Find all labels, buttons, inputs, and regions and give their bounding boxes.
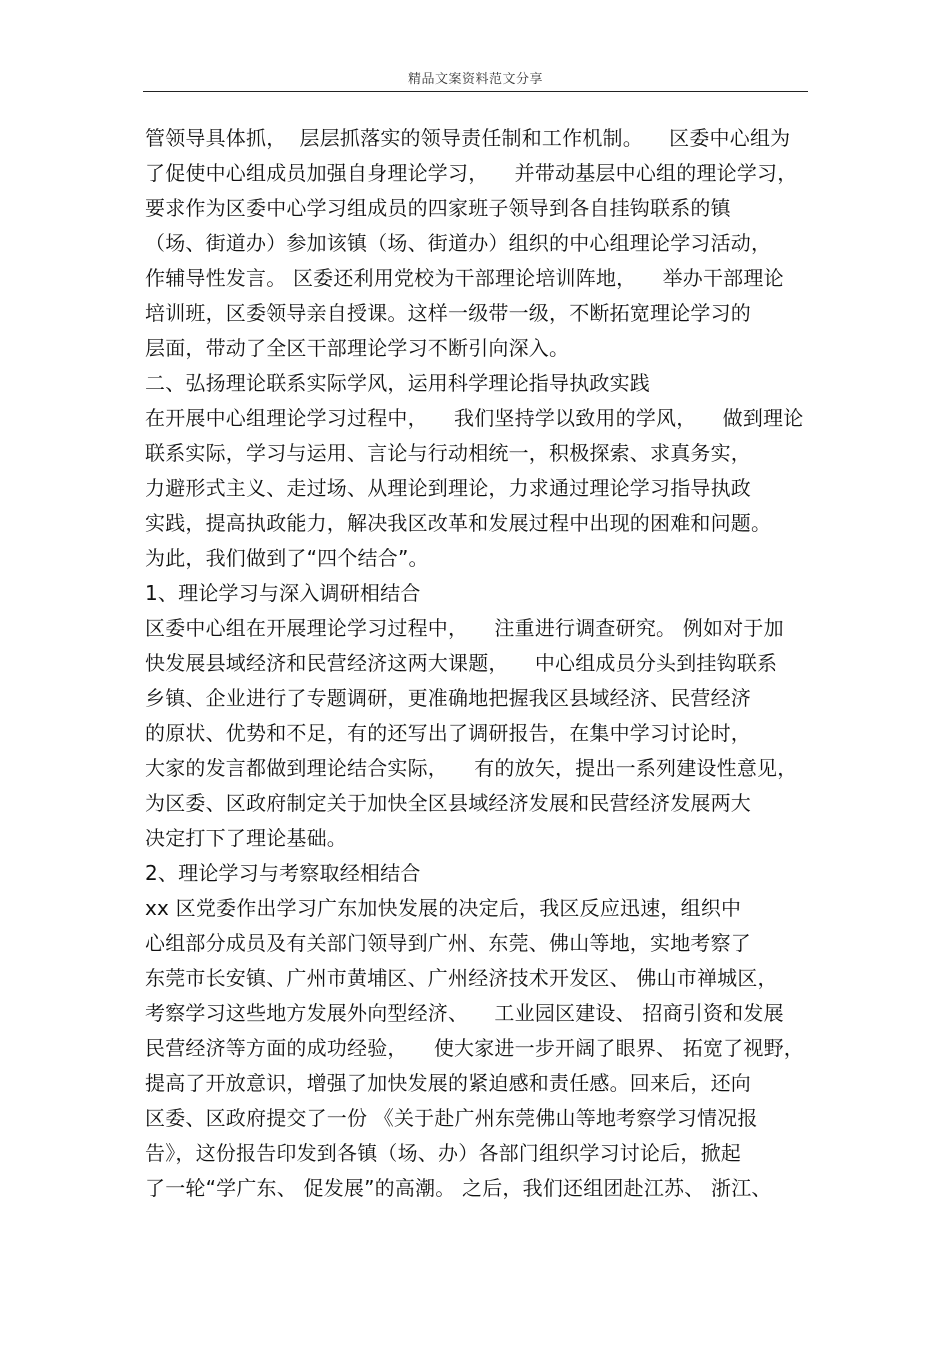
text-line: 决定打下了理论基础。 [145, 826, 347, 850]
section-heading: 二、弘扬理论联系实际学风，运用科学理论指导执政实践 [145, 371, 650, 395]
text-line: 区委、区政府提交了一份 《关于赴广州东莞佛山等地考察学习情况报 [145, 1106, 758, 1130]
text-line: 了一轮“学广东、 促发展”的高潮。 之后，我们还组团赴江苏、 浙江、 [145, 1176, 772, 1200]
text-line: 为区委、区政府制定关于加快全区县域经济发展和民营经济发展两大 [145, 791, 751, 815]
text-line: 提高了开放意识，增强了加快发展的紧迫感和责任感。回来后，还向 [145, 1071, 751, 1095]
text-line: 乡镇、企业进行了专题调研，更准确地把握我区县域经济、民营经济 [145, 686, 751, 710]
text-line: 大家的发言都做到理论结合实际， 有的放矢，提出一系列建设性意见， [145, 756, 798, 780]
text-line: 的原状、优势和不足，有的还写出了调研报告，在集中学习讨论时， [145, 721, 751, 745]
text-line: 管领导具体抓， 层层抓落实的领导责任制和工作机制。 区委中心组为 [145, 126, 791, 150]
text-line: xx 区党委作出学习广东加快发展的决定后，我区反应迅速，组织中 [145, 896, 742, 920]
text-line: 力避形式主义、走过场、从理论到理论，力求通过理论学习指导执政 [145, 476, 751, 500]
text-line: 联系实际，学习与运用、言论与行动相统一，积极探索、求真务实， [145, 441, 751, 465]
page-header: 精品文案资料范文分享 [407, 72, 543, 87]
text-line: （场、街道办）参加该镇（场、街道办）组织的中心组理论学习活动， [145, 231, 772, 255]
subsection-heading: 1、理论学习与深入调研相结合 [145, 581, 421, 605]
subsection-heading: 2、理论学习与考察取经相结合 [145, 861, 421, 885]
text-line: 东莞市长安镇、广州市黄埔区、广州经济技术开发区、 佛山市禅城区， [145, 966, 778, 990]
text-line: 区委中心组在开展理论学习过程中， 注重进行调查研究。 例如对于加 [145, 616, 784, 640]
text-line: 为此，我们做到了“四个结合”。 [145, 546, 429, 570]
text-line: 心组部分成员及有关部门领导到广州、东莞、佛山等地，实地考察了 [145, 931, 751, 955]
body-text [145, 121, 825, 1206]
text-line: 在开展中心组理论学习过程中， 我们坚持学以致用的学风， 做到理论 [145, 406, 804, 430]
text-line: 考察学习这些地方发展外向型经济、 工业园区建设、 招商引资和发展 [145, 1001, 784, 1025]
text-line: 了促使中心组成员加强自身理论学习， 并带动基层中心组的理论学习， [145, 161, 798, 185]
text-line: 层面，带动了全区干部理论学习不断引向深入。 [145, 336, 570, 360]
text-line: 民营经济等方面的成功经验， 使大家进一步开阔了眼界、 拓宽了视野， [145, 1036, 804, 1060]
text-line: 快发展县域经济和民营经济这两大课题， 中心组成员分头到挂钩联系 [145, 651, 778, 675]
text-line: 作辅导性发言。 区委还利用党校为干部理论培训阵地， 举办干部理论 [145, 266, 784, 290]
header-divider [143, 91, 808, 92]
text-line: 告》，这份报告印发到各镇（场、办）各部门组织学习讨论后，掀起 [145, 1141, 741, 1165]
text-line: 要求作为区委中心学习组成员的四家班子领导到各自挂钩联系的镇 [145, 196, 731, 220]
text-line: 培训班，区委领导亲自授课。这样一级带一级，不断拓宽理论学习的 [145, 301, 751, 325]
text-line: 实践，提高执政能力，解决我区改革和发展过程中出现的困难和问题。 [145, 511, 772, 535]
